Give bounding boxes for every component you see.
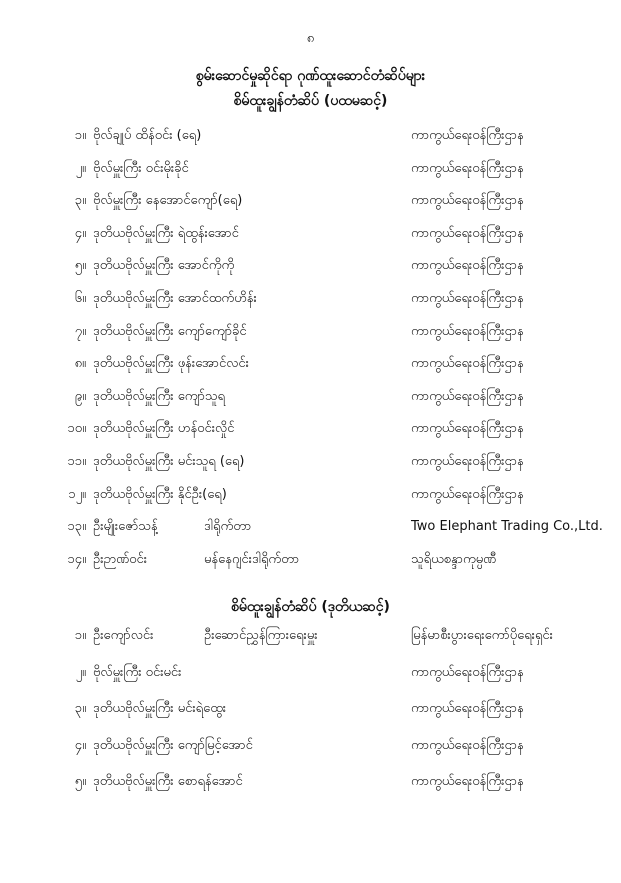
- list-item: [0, 661, 621, 685]
- list-item: [0, 254, 621, 278]
- item-organization: ကာကွယ်ရေးဝန်ကြီးဌာန: [411, 486, 524, 502]
- item-organization: ကာကွယ်ရေးဝန်ကြီးဌာန: [411, 356, 524, 372]
- item-organization: ကာကွယ်ရေးဝန်ကြီးဌာန: [411, 160, 524, 176]
- item-organization: ကာကွယ်ရေးဝန်ကြီးဌာန: [411, 291, 524, 306]
- item-number: ၂။: [75, 664, 86, 680]
- item-name: ဒုတိယဗိုလ်မှူးကြီး စောရန်အောင်: [93, 774, 243, 789]
- item-number: ၅။: [74, 258, 86, 274]
- document-title: စွမ်းဆောင်မှုဆိုင်ရာ ဂုဏ်ထူးဆောင်တံဆိပ်များ: [195, 68, 426, 84]
- list-item: [0, 734, 621, 758]
- item-number: ၃။: [74, 193, 86, 209]
- item-number: ၁၀။: [67, 421, 86, 437]
- item-name: ဒုတိယဗိုလ်မှူးကြီး အောင်ကိုကို: [93, 258, 235, 274]
- item-number: ၁၂။: [68, 486, 86, 502]
- section-2-title: စိမ်ထူးချွန်တံဆိပ် (ဒုတိယဆင့်): [231, 599, 390, 615]
- list-item: [0, 515, 621, 539]
- item-organization: ကာကွယ်ရေးဝန်ကြီးဌာန: [411, 421, 524, 437]
- item-number: ၁။: [74, 628, 86, 643]
- item-name: ဒုတိယဗိုလ်မှူးကြီး ကျော်မြင့်အောင်: [93, 737, 253, 753]
- list-item: [0, 770, 621, 794]
- item-number: ၄။: [74, 225, 86, 241]
- list-item: [0, 483, 621, 507]
- list-item: [0, 222, 621, 246]
- item-organization: ကာကွယ်ရေးဝန်ကြီးဌာန: [411, 128, 524, 143]
- item-number: ၁၁။: [67, 454, 86, 469]
- list-item: [0, 385, 621, 409]
- item-number: ၁၄။: [67, 551, 86, 567]
- item-number: ၉။: [74, 388, 86, 404]
- item-organization: ကာကွယ်ရေးဝန်ကြီးဌာန: [411, 193, 524, 209]
- list-item: [0, 320, 621, 344]
- item-number: ၆။: [74, 291, 86, 306]
- page-number: ၈: [306, 31, 315, 46]
- item-number: ၂။: [75, 160, 86, 176]
- item-organization: ကာကွယ်ရေးဝန်ကြီးဌာန: [411, 454, 524, 469]
- list-item: [0, 352, 621, 376]
- item-organization: ကာကွယ်ရေးဝန်ကြီးဌာန: [411, 774, 524, 789]
- list-item: [0, 697, 621, 721]
- item-organization: Two Elephant Trading Co.,Ltd.: [411, 519, 603, 535]
- item-name: ဒုတိယဗိုလ်မှူးကြီး ဖုန်းအောင်လင်း: [93, 356, 249, 372]
- item-role: မန်နေဂျင်းဒါရိုက်တာ: [204, 551, 300, 567]
- list-item: [0, 548, 621, 572]
- item-number: ၁၃။: [67, 519, 86, 535]
- item-number: ၅။: [74, 774, 86, 789]
- item-name: ဗိုလ်မှူးကြီး ဝင်းမင်း: [93, 664, 182, 680]
- item-name: ဦးကျော်လင်း: [93, 628, 154, 643]
- list-item: [0, 287, 621, 311]
- item-organization: ကာကွယ်ရေးဝန်ကြီးဌာန: [411, 737, 524, 753]
- item-number: ၃။: [74, 701, 86, 716]
- item-name: ဒုတိယဗိုလ်မှူးကြီး ကျော်ကျော်ခိုင်: [93, 323, 247, 339]
- item-name: ဦးဉာဏ်ဝင်း: [93, 551, 147, 567]
- item-name: ဒုတိယဗိုလ်မှူးကြီး မင်းရဲထွေး: [93, 701, 227, 716]
- item-role: ဦးဆောင်ညွှန်ကြားရေးမှူး: [204, 628, 318, 643]
- item-number: ၈။: [74, 356, 86, 372]
- item-organization: သူရိယစန္ဒာကုမ္ပဏီ: [411, 551, 497, 567]
- item-name: ဒုတိယဗိုလ်မှူးကြီး မင်းသူရ (ရေ): [93, 454, 245, 469]
- item-name: ဒုတိယဗိုလ်မှူးကြီး နိုင်ဦး(ရေ): [93, 486, 227, 502]
- list-item: [0, 417, 621, 441]
- item-organization: ကာကွယ်ရေးဝန်ကြီးဌာန: [411, 664, 524, 680]
- item-organization: ကာကွယ်ရေးဝန်ကြီးဌာန: [411, 388, 524, 404]
- item-name: ဗိုလ်မှူးကြီး ဝင်းမိုးခိုင်: [93, 160, 189, 176]
- item-name: ဦးမျိုးဇော်သန့်: [93, 519, 158, 535]
- item-organization: မြန်မာစီးပွားရေးကော်ပိုရေးရှင်း: [411, 628, 553, 643]
- item-name: ဒုတိယဗိုလ်မှူးကြီး ဟန်ဝင်းလှိုင်: [93, 421, 235, 437]
- list-item: [0, 157, 621, 181]
- item-number: ၁။: [74, 128, 86, 143]
- item-number: ၄။: [74, 737, 86, 753]
- item-number: ၇။: [74, 323, 86, 339]
- item-name: ဒုတိယဗိုလ်မှူးကြီး အောင်ထက်ဟိန်း: [93, 291, 257, 306]
- item-organization: ကာကွယ်ရေးဝန်ကြီးဌာန: [411, 701, 524, 716]
- list-item: [0, 450, 621, 474]
- item-organization: ကာကွယ်ရေးဝန်ကြီးဌာန: [411, 225, 524, 241]
- list-item: [0, 624, 621, 648]
- item-name: ဗိုလ်ချုပ် ထိန်ဝင်း (ရေ): [93, 128, 202, 143]
- item-name: ဒုတိယဗိုလ်မှူးကြီး ရဲထွန်းအောင်: [93, 225, 239, 241]
- item-organization: ကာကွယ်ရေးဝန်ကြီးဌာန: [411, 323, 524, 339]
- item-name: ဗိုလ်မှူးကြီး နေအောင်ကျော်(ရေ): [93, 193, 243, 209]
- item-name: ဒုတိယဗိုလ်မှူးကြီး ကျော်သူရ: [93, 388, 225, 404]
- list-item: [0, 189, 621, 213]
- item-organization: ကာကွယ်ရေးဝန်ကြီးဌာန: [411, 258, 524, 274]
- section-1-title: စိမ်ထူးချွန်တံဆိပ် (ပထမဆင့်): [233, 93, 388, 109]
- item-role: ဒါရိုက်တာ: [204, 519, 252, 535]
- list-item: [0, 124, 621, 148]
